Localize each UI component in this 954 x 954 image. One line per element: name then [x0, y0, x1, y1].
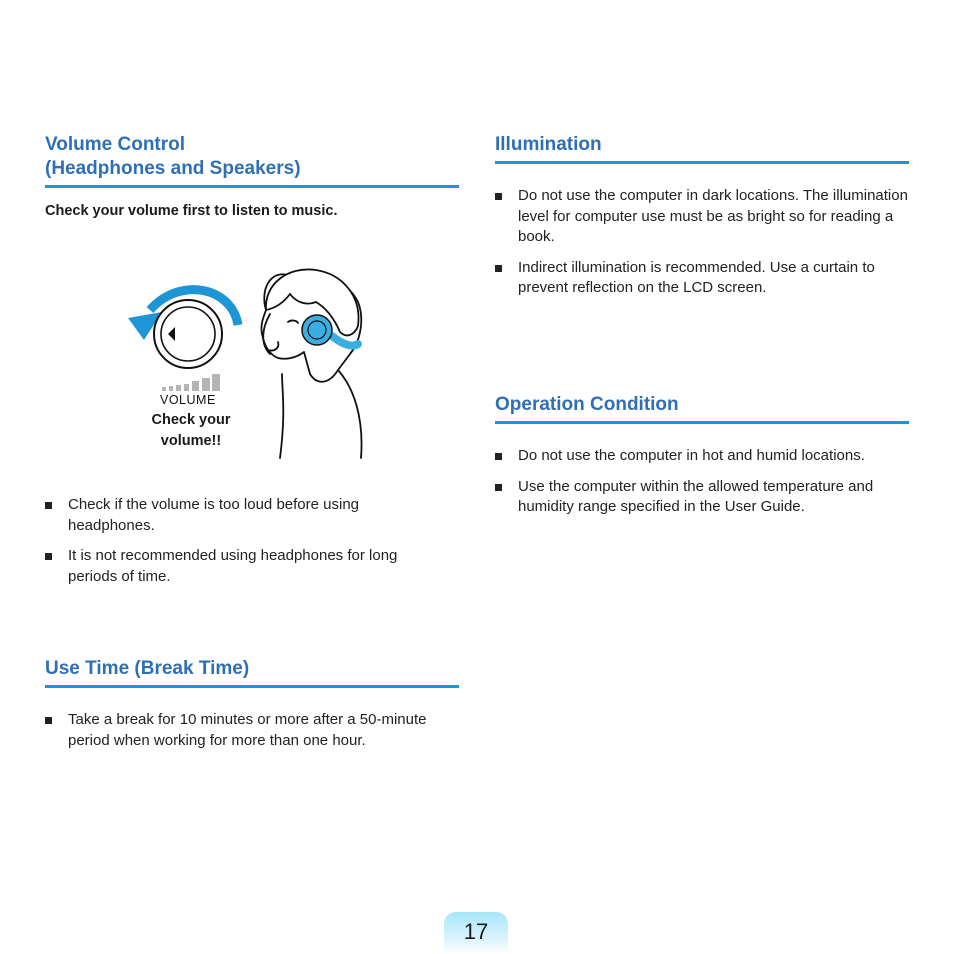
- caption-line1: Check your: [151, 412, 231, 428]
- bullet-square-icon: [45, 717, 52, 724]
- list-item: [495, 258, 909, 299]
- volume-subheading: Check your volume first to listen to music.: [45, 203, 338, 219]
- page-number: 17: [463, 919, 489, 944]
- bullet-text: Do not use the computer in hot and humid locations.: [518, 447, 865, 464]
- volume-label: VOLUME: [160, 393, 216, 407]
- volume-control-section: [45, 133, 459, 219]
- list-item: [45, 495, 445, 536]
- list-item: [495, 186, 909, 248]
- bullet-square-icon: [45, 553, 52, 560]
- volume-control-title-line1: Volume Control: [45, 134, 186, 155]
- volume-caption: [131, 410, 251, 452]
- bullet-square-icon: [495, 484, 502, 491]
- bullet-square-icon: [495, 453, 502, 460]
- operation-bullet-list: [495, 446, 895, 518]
- caption-line2: volume!!: [160, 433, 222, 449]
- bullet-square-icon: [495, 265, 502, 272]
- illumination-section: [495, 133, 909, 309]
- bullet-text: Indirect illumination is recommended. Use a curtain to prevent reflection on the LCD screen.: [518, 258, 875, 296]
- bullet-text: Check if the volume is too loud before using headphones.: [68, 496, 359, 534]
- bullet-text: Take a break for 10 minutes or more after a 50-minute period when working for more than one hour.: [68, 711, 427, 749]
- use-time-bullet-list: [45, 710, 455, 751]
- bullet-text: It is not recommended using headphones for long periods of time.: [68, 547, 398, 585]
- list-item: [45, 710, 455, 751]
- operation-condition-heading: Operation Condition: [495, 393, 909, 424]
- bullet-text: Do not use the computer in dark locations. The illumination level for computer use must be as bright so for reading a book.: [518, 187, 908, 245]
- volume-control-heading: [45, 133, 459, 188]
- volume-control-title-line2: (Headphones and Speakers): [45, 158, 301, 179]
- list-item: [45, 546, 445, 587]
- use-time-heading: Use Time (Break Time): [45, 657, 459, 688]
- bullet-square-icon: [45, 502, 52, 509]
- use-time-section: [45, 657, 459, 761]
- bullet-text: Use the computer within the allowed temperature and humidity range specified in the User Guide.: [518, 477, 874, 515]
- operation-condition-section: [495, 393, 909, 528]
- list-item: [495, 446, 895, 467]
- volume-bullet-list: [45, 495, 445, 597]
- illumination-heading: Illumination: [495, 133, 909, 164]
- bullet-square-icon: [495, 193, 502, 200]
- illumination-bullet-list: [495, 186, 909, 299]
- list-item: [495, 477, 895, 518]
- headphone-icon: [302, 315, 332, 345]
- headphone-band-icon: [332, 336, 358, 346]
- volume-level-bars-icon: [162, 374, 220, 391]
